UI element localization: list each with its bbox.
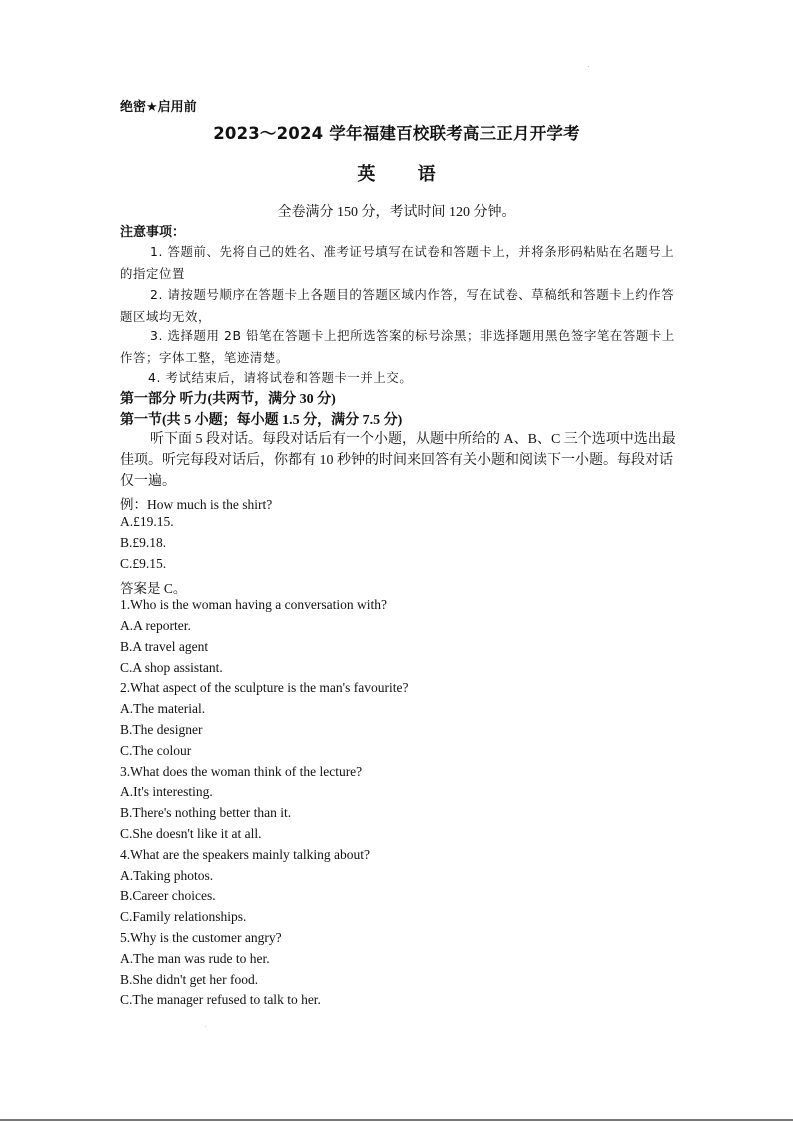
question-option: A.It's interesting. [120,784,213,799]
notice-item: 1. 答题前、先将自己的姓名、准考证号填写在试卷和答题卡上，并将条形码粘贴在名题号上的指定位置 [120,244,675,281]
secret-label: 绝密★启用前 [120,100,197,115]
question-option: B.The designer [120,722,203,737]
example-option: B.£9.18. [120,535,167,550]
question-option: C.Family relationships. [120,909,247,924]
part1-heading: 第一部分 听力(共两节，满分 30 分) [120,392,336,407]
question-option: A.Taking photos. [120,868,214,883]
question-option: B.Career choices. [120,888,216,903]
example-option: A.£19.15. [120,514,174,529]
example-option: C.£9.15. [120,556,167,571]
question-text: 4.What are the speakers mainly talking about? [120,847,371,862]
section1-heading: 第一节(共 5 小题；每小题 1.5 分，满分 7.5 分) [120,413,403,428]
notice-item: 4. 考试结束后，请将试卷和答题卡一并上交。 [148,370,413,385]
notice-heading: 注意事项： [120,225,186,240]
question-option: A.The man was rude to her. [120,951,270,966]
question-option: B.She didn't get her food. [120,972,259,987]
question-option: C.A shop assistant. [120,660,223,675]
question-text: 5.Why is the customer angry? [120,930,282,945]
question-option: A.A reporter. [120,618,191,633]
subject-title: 英 语 [357,164,454,185]
question-option: C.She doesn't like it at all. [120,826,262,841]
total-info: 全卷满分 150 分，考试时间 120 分钟。 [277,205,516,220]
example-question: 例：How much is the shirt? [120,497,273,512]
speck-mark [588,66,589,67]
speck-mark [205,1026,206,1027]
question-text: 1.Who is the woman having a conversation with? [120,597,387,612]
page-bottom-rule [0,1119,793,1121]
question-option: C.The manager refused to talk to her. [120,992,321,1007]
example-answer: 答案是 C。 [120,581,187,596]
section1-instructions: 听下面 5 段对话。每段对话后有一个小题，从题中所给的 A、B、C 三个选项中选出最佳项。听完每段对话后，你都有 10 秒钟的时间来回答有关小题和阅读下一小题。每段对话仅一遍。 [120,432,676,489]
question-option: C.The colour [120,743,192,758]
question-option: B.There's nothing better than it. [120,805,292,820]
question-option: A.The material. [120,701,206,716]
question-option: B.A travel agent [120,639,209,654]
notice-item: 2. 请按题号顺序在答题卡上各题目的答题区域内作答，写在试卷、草稿纸和答题卡上约作答题区域均无效， [120,287,675,324]
question-text: 2.What aspect of the sculpture is the man's favourite? [120,680,409,695]
question-text: 3.What does the woman think of the lecture? [120,764,363,779]
exam-title: 2023～2024 学年福建百校联考高三正月开学考 [213,124,580,143]
notice-item: 3. 选择题用 2B 铅笔在答题卡上把所选答案的标号涂黑；非选择题用黑色签字笔在答题卡上作答；字体工整，笔迹清楚。 [120,328,675,365]
